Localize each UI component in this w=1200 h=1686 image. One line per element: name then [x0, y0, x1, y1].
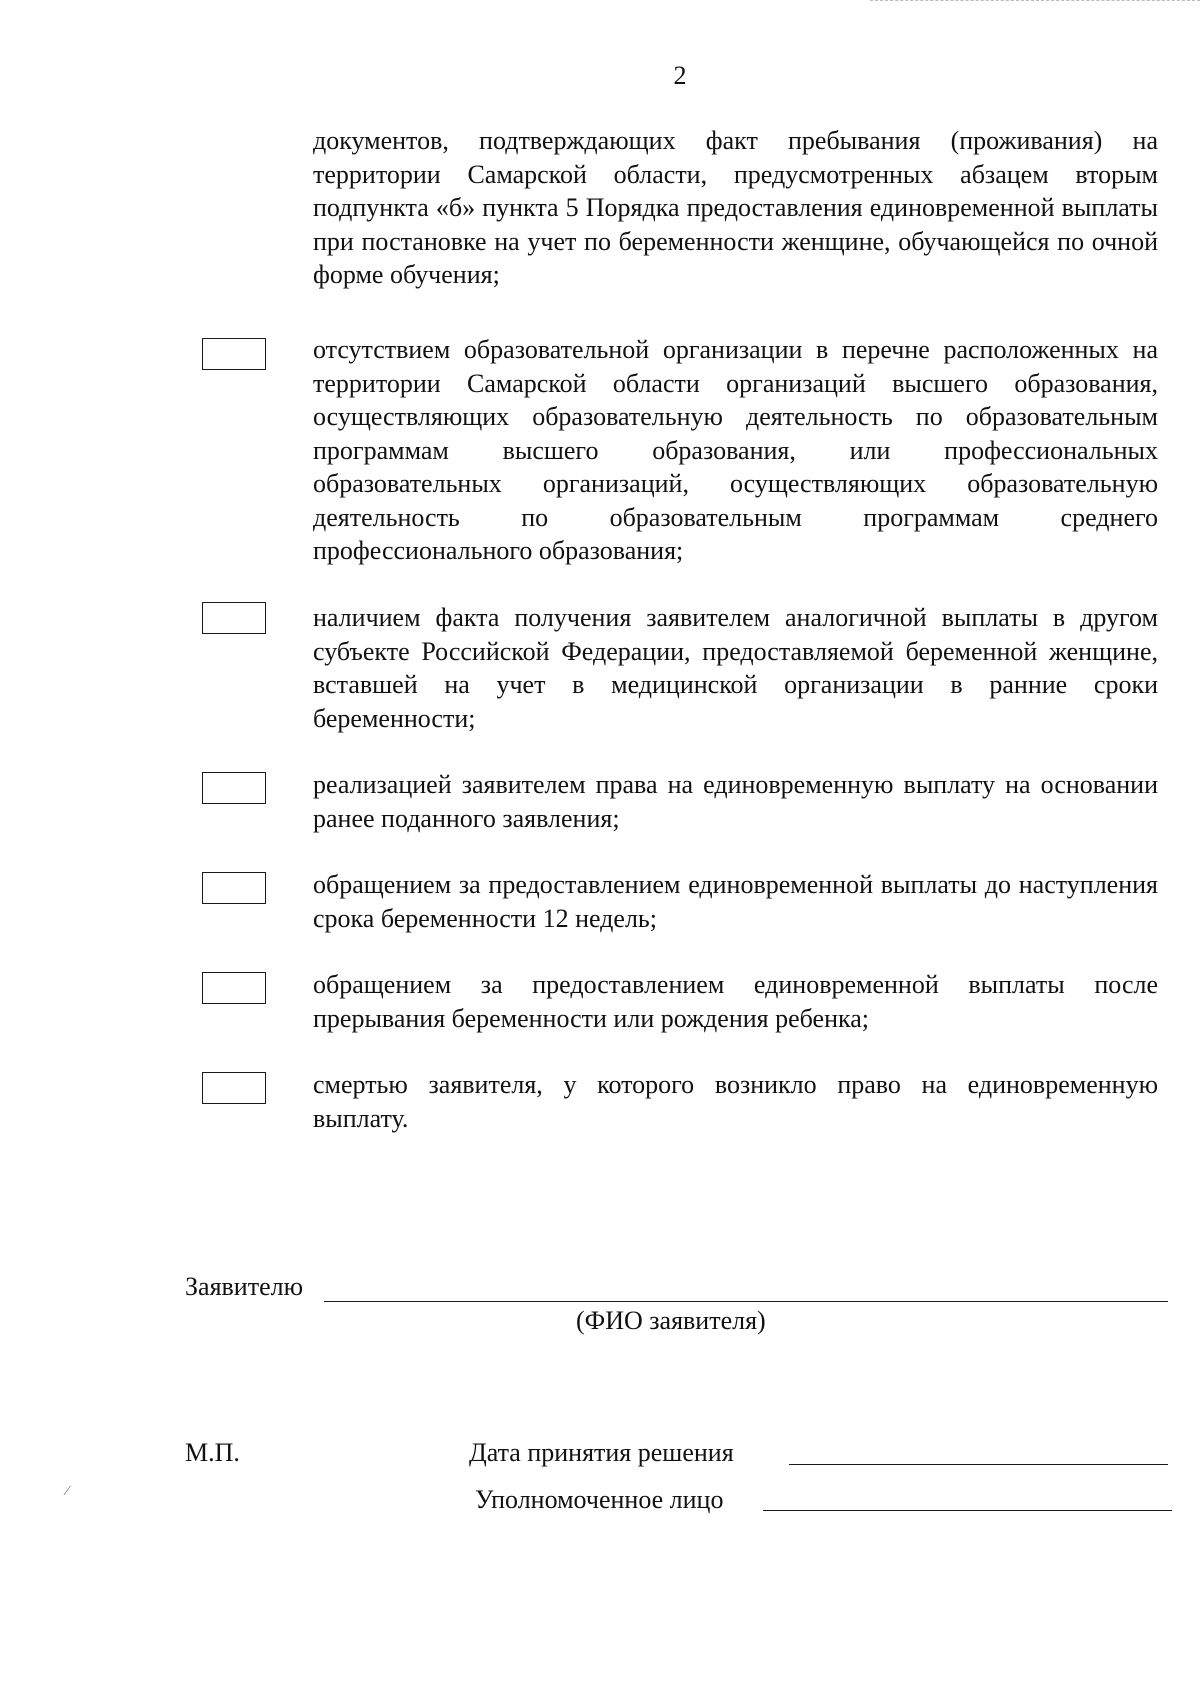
- intro-paragraph: документов, подтверждающих факт пребывания (проживания) на территории Самарской области, предусмотренных абзацем вторым подпункта «б» пункта 5 Порядка предоставления единовременной выплаты при постановке на учет по беременности женщине, обучающейся по очной форме обучения;: [313, 126, 1158, 289]
- applicant-label: Заявителю: [185, 1272, 304, 1301]
- option-text-no-organization: отсутствием образовательной организации в перечне расположенных на территории Самарской области организаций высшего образования, осуществляющих образовательную деятельность по образовательным программам высшего образования, или профессиональных образовательных организаций, осуществляющих образовательную деятельность по образовательным программам среднего профессионального образования;: [313, 335, 1158, 565]
- decision-date-line[interactable]: [789, 1464, 1168, 1465]
- option-text-right-already-used: реализацией заявителем права на единовременную выплату на основании ранее поданного заявления;: [313, 770, 1158, 833]
- applicant-name-caption: (ФИО заявителя): [576, 1306, 766, 1335]
- option-text-payment-other-region: наличием факта получения заявителем аналогичной выплаты в другом субъекте Российской Федерации, предоставляемой беременной женщине, вставшей на учет в медицинской организации в ранние сроки беременности;: [313, 603, 1158, 733]
- option-checkbox-after-termination-or-birth[interactable]: [202, 972, 266, 1004]
- authorized-person-line[interactable]: [763, 1510, 1172, 1511]
- stamp-label: М.П.: [185, 1438, 240, 1467]
- scan-edge-line: [870, 0, 1200, 1]
- option-checkbox-applicant-death[interactable]: [202, 1072, 266, 1104]
- option-checkbox-before-12-weeks[interactable]: [202, 872, 266, 904]
- option-text-before-12-weeks: обращением за предоставлением единовременной выплаты до наступления срока беременности 12 недель;: [313, 870, 1158, 933]
- option-checkbox-payment-other-region[interactable]: [202, 602, 266, 634]
- option-text-applicant-death: смертью заявителя, у которого возникло право на единовременную выплату.: [313, 1070, 1158, 1133]
- scan-speck: ⁄: [66, 1484, 69, 1499]
- option-checkbox-right-already-used[interactable]: [202, 772, 266, 804]
- option-checkbox-no-organization[interactable]: [202, 338, 266, 370]
- option-text-after-termination-or-birth: обращением за предоставлением единовременной выплаты после прерывания беременности или рождения ребенка;: [313, 970, 1158, 1033]
- decision-date-label: Дата принятия решения: [469, 1438, 734, 1467]
- applicant-name-line[interactable]: [324, 1301, 1168, 1302]
- page-number: 2: [673, 61, 687, 90]
- authorized-person-label: Уполномоченное лицо: [475, 1485, 724, 1514]
